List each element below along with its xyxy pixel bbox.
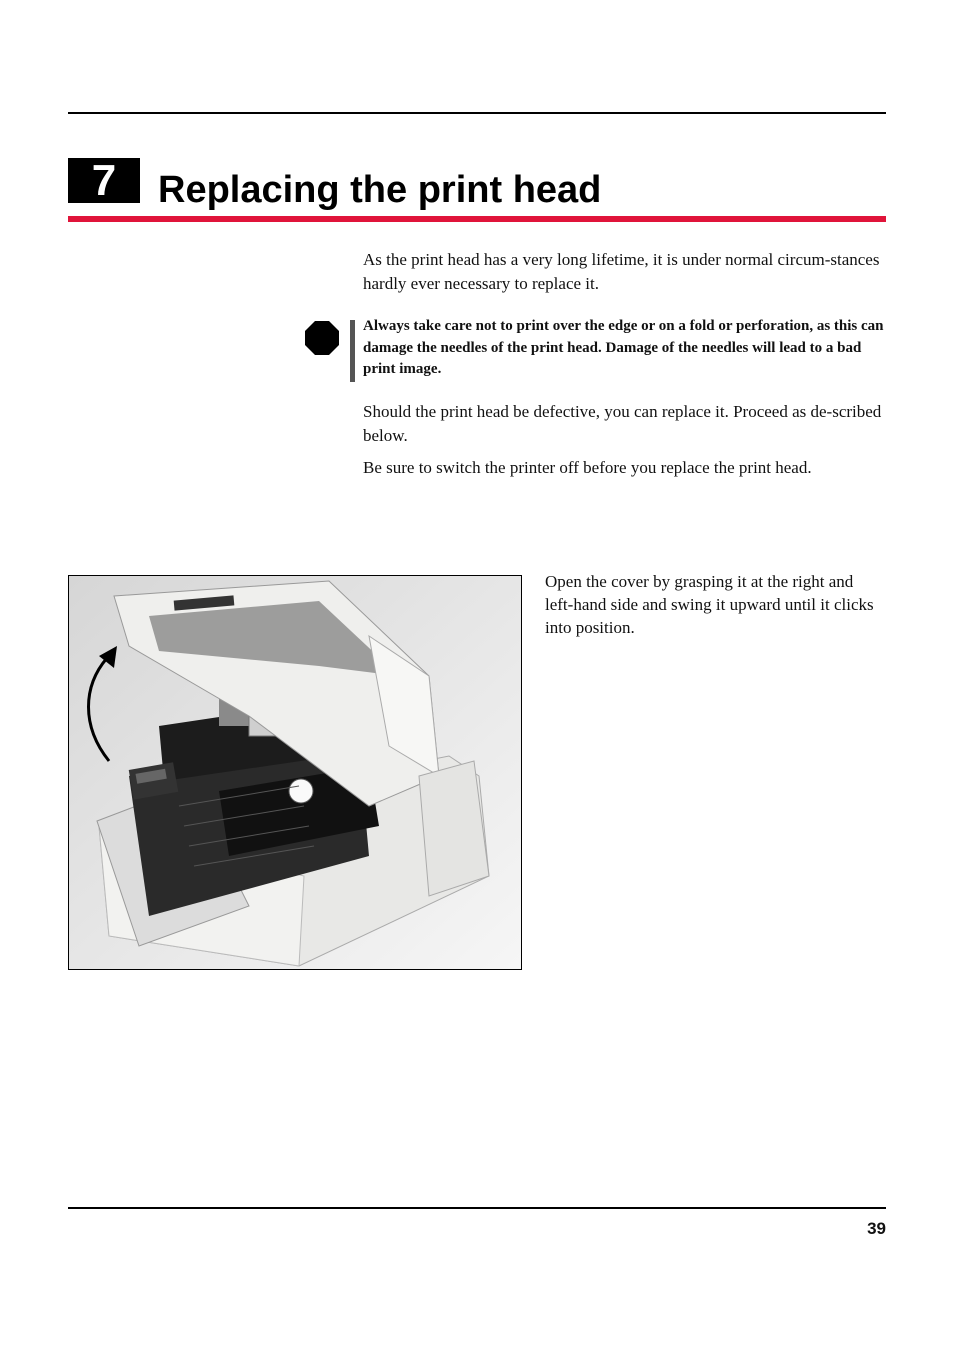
bottom-rule: [68, 1207, 886, 1209]
page-number: 39: [867, 1219, 886, 1238]
printer-illustration: [69, 576, 521, 969]
top-rule: [68, 112, 886, 114]
figure-caption: Open the cover by grasping it at the right and left-hand side and swing it upward until it clicks into position.: [545, 572, 874, 637]
warning-bar: [350, 320, 355, 382]
chapter-number-box: 7: [68, 158, 140, 203]
defective-paragraph: Should the print head be defective, you can replace it. Proceed as de-scribed below.: [363, 402, 882, 445]
intro-paragraph: As the print head has a very long lifetime, it is under normal circum-stances hardly ever necessary to replace it.: [363, 250, 880, 293]
stop-icon: [304, 320, 340, 356]
title-underline: [68, 216, 886, 222]
chapter-title: Replacing the print head: [158, 169, 602, 211]
warning-text: Always take care not to print over the edge or on a fold or perforation, as this can damage the needles of the print head. Damage of the needles will lead to a bad print image.: [363, 318, 884, 377]
printer-photo: [68, 575, 522, 970]
switch-off-paragraph: Be sure to switch the printer off before you replace the print head.: [363, 458, 812, 477]
